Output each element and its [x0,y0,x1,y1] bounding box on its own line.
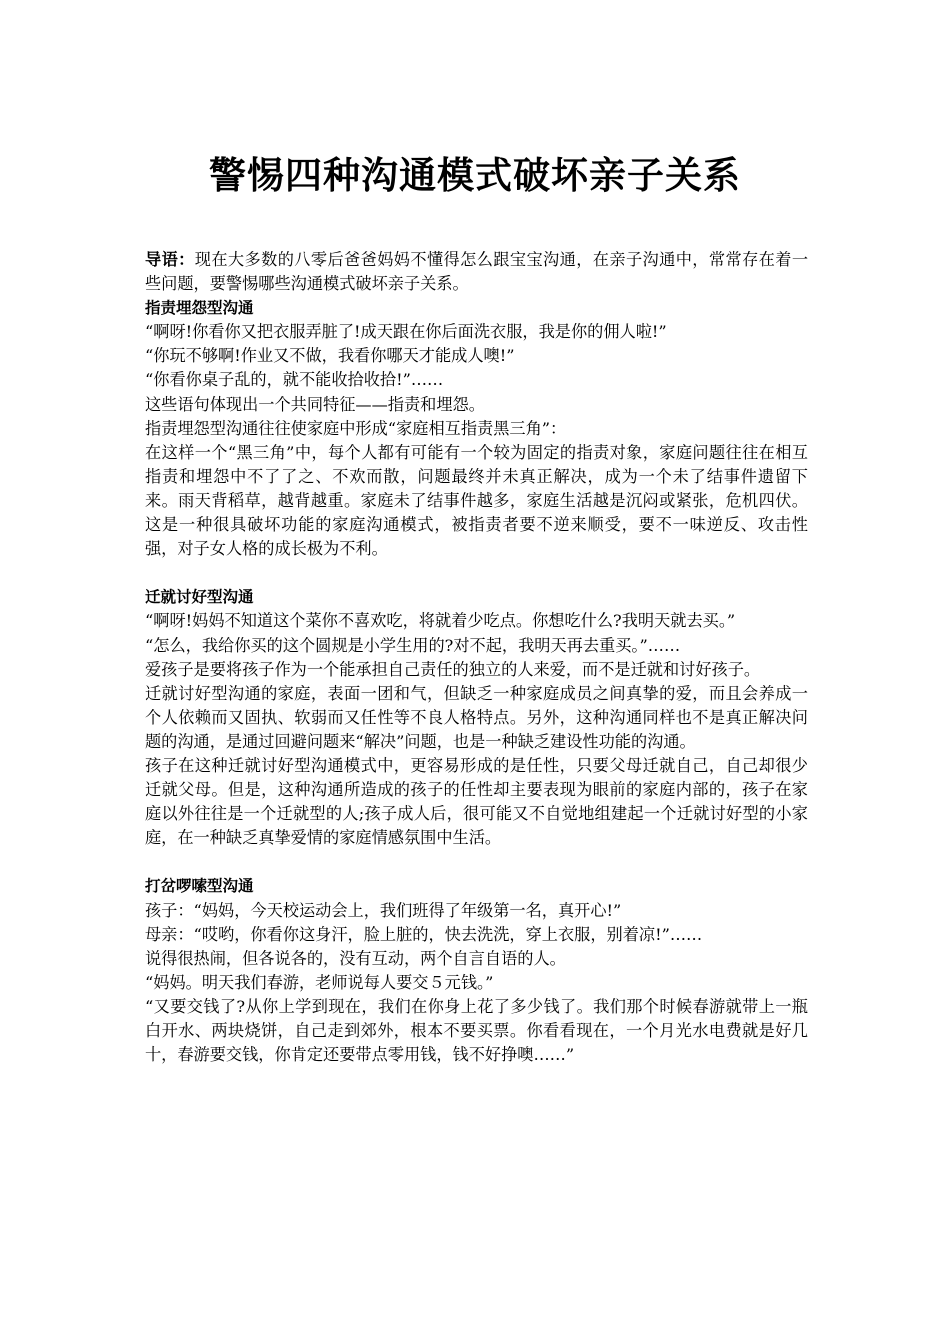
paragraph: 迁就讨好型沟通的家庭，表面一团和气，但缺乏一种家庭成员之间真挚的爱，而且会养成一个人依赖而又固执、软弱而又任性等不良人格特点。另外，这种沟通同样也不是真正解决问题的沟通，是通过回避问题来“解决”问题，也是一种缺乏建设性功能的沟通。 [145,683,808,751]
paragraph: 这些语句体现出一个共同特征——指责和埋怨。 [145,394,485,414]
paragraph: 在这样一个“黑三角”中，每个人都有可能有一个较为固定的指责对象，家庭问题往往在相互指责和埋怨中不了了之、不欢而散，问题最终并未真正解决，成为一个未了结事件遗留下来。雨天背稻草，越背越重。家庭未了结事件越多，家庭生活越是沉闷或紧张，危机四伏。这是一种很具破坏功能的家庭沟通模式，被指责者要不逆来顺受，要不一味逆反、攻击性强，对子女人格的成长极为不利。 [145,442,808,559]
paragraph: 指责埋怨型沟通往往使家庭中形成“家庭相互指责黑三角”： [145,418,567,438]
paragraph: 孩子在这种迁就讨好型沟通模式中，更容易形成的是任性，只要父母迁就自己，自己却很少迁就父母。但是，这种沟通所造成的孩子的任性却主要表现为眼前的家庭内部的，孩子在家庭以外往往是一个迁就型的人;孩子成人后，很可能又不自觉地组建起一个迁就讨好型的小家庭，在一种缺乏真挚爱情的家庭情感氛围中生活。 [145,755,808,848]
paragraph: “你玩不够啊!作业又不做，我看你哪天才能成人噢!” [145,346,515,366]
paragraph: 说得很热闹，但各说各的，没有互动，两个自言自语的人。 [145,948,566,968]
section-spacer [145,561,808,585]
paragraph: “又要交钱了?从你上学到现在，我们在你身上花了多少钱了。我们那个时候春游就带上一瓶白开水、两块烧饼，自己走到郊外，根本不要买票。你看看现在，一个月光水电费就是好几十，春游要交钱，你肯定还要带点零用钱，钱不好挣噢……” [145,996,808,1065]
paragraph: “妈妈。明天我们春游，老师说每人要交５元钱。” [145,972,494,992]
document-title: 警惕四种沟通模式破坏亲子关系 [209,154,741,197]
intro-label: 导语： [145,250,195,269]
paragraph: “啊呀!你看你又把衣服弄脏了!成天跟在你后面洗衣服，我是你的佣人啦!” [145,322,667,342]
paragraph: “啊呀!妈妈不知道这个菜你不喜欢吃，将就着少吃点。你想吃什么?我明天就去买。” [145,611,736,631]
intro-paragraph [145,248,808,296]
paragraph: 孩子：“妈妈，今天校运动会上，我们班得了年级第一名，真开心!” [145,900,622,920]
section-heading-blame: 指责埋怨型沟通 [145,299,254,318]
paragraph: 爱孩子是要将孩子作为一个能承担自己责任的独立的人来爱，而不是迁就和讨好孩子。 [145,659,761,679]
paragraph: “怎么，我给你买的这个圆规是小学生用的?对不起，我明天再去重买。”…… [145,635,681,655]
paragraph: 母亲：“哎哟，你看你这身汗，脸上脏的，快去洗洗，穿上衣服，别着凉!”…… [145,924,703,944]
section-heading-interrupt: 打岔啰嗦型沟通 [145,877,254,896]
section-spacer [145,850,808,874]
intro-text: 现在大多数的八零后爸爸妈妈不懂得怎么跟宝宝沟通，在亲子沟通中，常常存在着一些问题，要警惕哪些沟通模式破坏亲子关系。 [145,250,809,294]
paragraph: “你看你桌子乱的，就不能收拾收拾!”…… [145,370,444,390]
section-heading-appease: 迁就讨好型沟通 [145,588,254,607]
document-body [145,248,808,1067]
